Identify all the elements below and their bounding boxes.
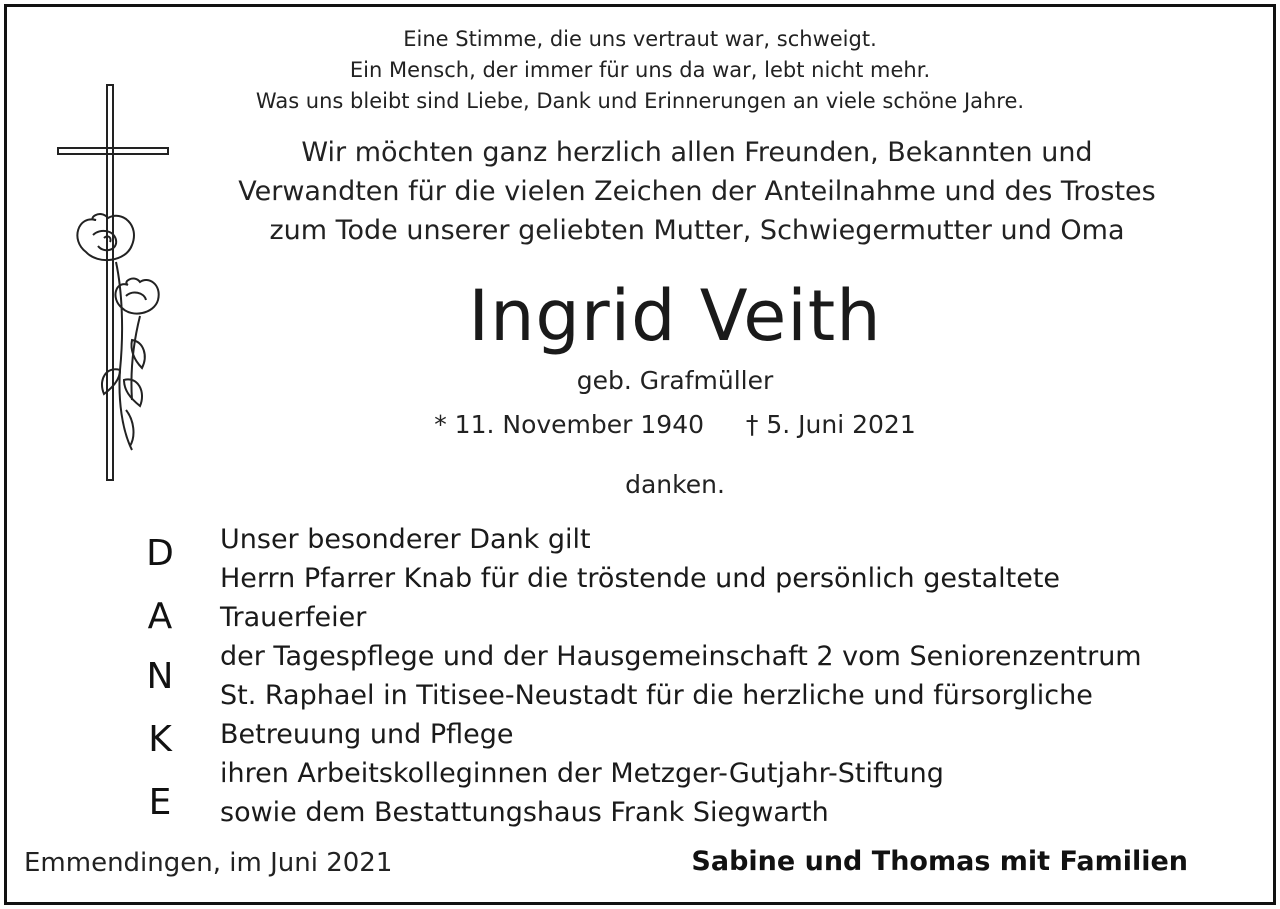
closing-word: danken. (625, 470, 725, 499)
thanks-line: ihren Arbeitskolleginnen der Metzger-Gutjahr-Stiftung (220, 758, 944, 789)
thanks-line: St. Raphael in Titisee-Neustadt für die herzliche und fürsorgliche (220, 680, 1093, 711)
intro-line-3: zum Tode unserer geliebten Mutter, Schwiegermutter und Oma (269, 215, 1125, 246)
motto-line-1: Eine Stimme, die uns vertraut war, schweigt. (403, 27, 877, 51)
intro-line-2: Verwandten für die vielen Zeichen der Anteilnahme und des Trostes (238, 176, 1156, 207)
thanks-line: Herrn Pfarrer Knab für die tröstende und persönlich gestaltete (220, 563, 1061, 594)
thanks-line: der Tagespflege und der Hausgemeinschaft 2 vom Seniorenzentrum (220, 641, 1142, 672)
thanks-line: Betreuung und Pflege (220, 719, 514, 750)
thanks-line: Trauerfeier (220, 602, 367, 633)
signature: Sabine und Thomas mit Familien (691, 846, 1188, 877)
intro-line-1: Wir möchten ganz herzlich allen Freunden, Bekannten und (301, 137, 1093, 168)
thanks-list (220, 520, 1142, 832)
birth-date: * 11. November 1940 (434, 410, 705, 439)
birth-name: geb. Grafmüller (576, 366, 774, 395)
danke-letter-e: E (148, 782, 172, 823)
thanks-line: sowie dem Bestattungshaus Frank Siegwarth (220, 797, 829, 828)
motto-line-2: Ein Mensch, der immer für uns da war, lebt nicht mehr. (349, 58, 931, 82)
motto-line-3: Was uns bleibt sind Liebe, Dank und Erinnerungen an viele schöne Jahre. (255, 89, 1025, 113)
death-date: † 5. Juni 2021 (745, 410, 916, 439)
thanks-line: Unser besonderer Dank gilt (220, 524, 591, 555)
life-dates (35, 410, 1280, 439)
danke-letter-a: A (147, 596, 173, 637)
danke-letter-k: K (148, 719, 172, 760)
deceased-name: Ingrid Veith (468, 275, 882, 357)
place-and-date: Emmendingen, im Juni 2021 (24, 848, 393, 878)
danke-letter-n: N (146, 656, 174, 697)
danke-letter-d: D (146, 533, 174, 574)
